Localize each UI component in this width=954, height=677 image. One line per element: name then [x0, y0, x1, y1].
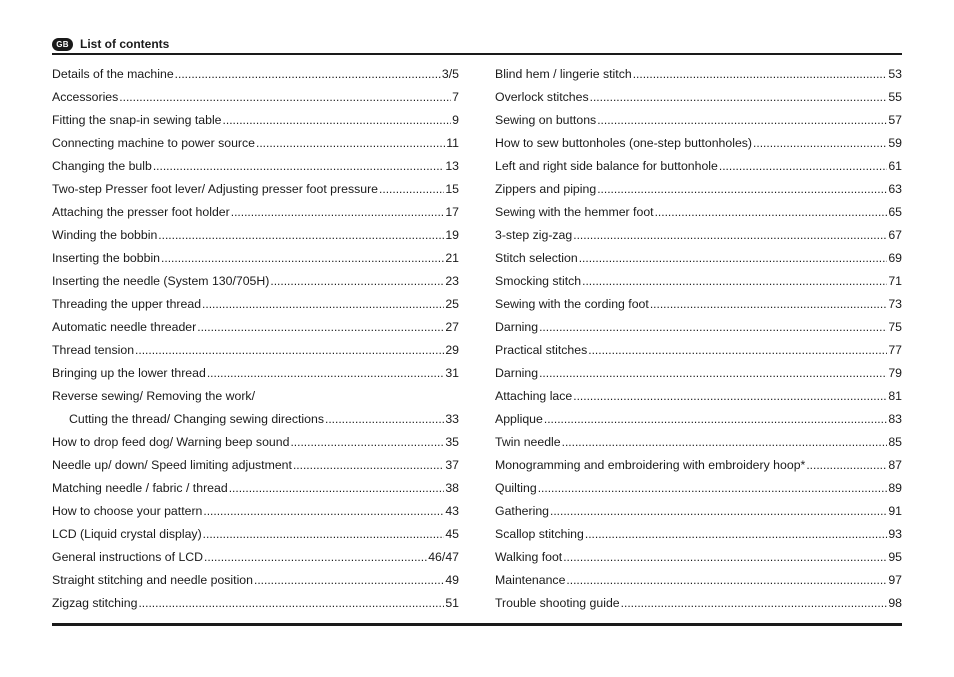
dot-leader — [202, 297, 444, 311]
dot-leader — [223, 113, 452, 127]
dot-leader — [650, 297, 888, 311]
toc-entry-page: 51 — [445, 595, 459, 610]
toc-entry — [495, 476, 902, 499]
toc-entry-title: Two-step Presser foot lever/ Adjusting presser foot pressure — [52, 181, 379, 196]
toc-entry — [52, 131, 459, 154]
toc-left-column — [52, 62, 459, 614]
toc-entry-title: Zippers and piping — [495, 181, 597, 196]
toc-entry — [52, 407, 459, 430]
toc-entry-page: 87 — [888, 457, 902, 472]
toc-entry — [52, 384, 459, 407]
toc-entry-title: Thread tension — [52, 342, 135, 357]
toc-entry-page: 17 — [445, 204, 459, 219]
dot-leader — [590, 90, 888, 104]
dot-leader — [539, 366, 887, 380]
toc-entry-title: Bringing up the lower thread — [52, 365, 206, 380]
toc-entry — [495, 384, 902, 407]
toc-entry-title: How to choose your pattern — [52, 503, 203, 518]
toc-entry-page: 3/5 — [441, 66, 459, 81]
toc-entry — [495, 568, 902, 591]
toc-entry — [52, 476, 459, 499]
toc-entry-page: 15 — [445, 181, 459, 196]
toc-entry-title: Inserting the needle (System 130/705H) — [52, 273, 270, 288]
toc-entry — [495, 591, 902, 614]
toc-entry-title: Gathering — [495, 503, 550, 518]
toc-entry-page: 71 — [888, 273, 902, 288]
dot-leader — [544, 412, 887, 426]
toc-entry-page: 63 — [888, 181, 902, 196]
dot-leader — [573, 228, 887, 242]
toc-entry — [52, 568, 459, 591]
toc-entry — [52, 269, 459, 292]
toc-entry-title: Attaching the presser foot holder — [52, 204, 230, 219]
toc-entry-title: Blind hem / lingerie stitch — [495, 66, 632, 81]
dot-leader — [119, 90, 451, 104]
toc-entry-title: Darning — [495, 365, 539, 380]
toc-entry — [52, 453, 459, 476]
dot-leader — [597, 182, 887, 196]
toc-entry-page: 46/47 — [428, 549, 459, 564]
toc-entry-title: Accessories — [52, 89, 119, 104]
toc-entry-page: 35 — [445, 434, 459, 449]
toc-entry-title: Fitting the snap-in sewing table — [52, 112, 222, 127]
toc-entry-title: Smocking stitch — [495, 273, 582, 288]
toc-entry — [495, 338, 902, 361]
toc-entry-title: Straight stitching and needle position — [52, 572, 253, 587]
toc-entry — [495, 131, 902, 154]
dot-leader — [203, 504, 444, 518]
toc-entry — [495, 269, 902, 292]
toc-entry-title: Sewing on buttons — [495, 112, 597, 127]
toc-entry — [52, 177, 459, 200]
dot-leader — [753, 136, 887, 150]
dot-leader — [579, 251, 888, 265]
dot-leader — [231, 205, 445, 219]
dot-leader — [254, 573, 444, 587]
dot-leader — [204, 550, 427, 564]
toc-entry-title: Reverse sewing/ Removing the work/ — [52, 388, 255, 403]
toc-entry-title: Quilting — [495, 480, 537, 495]
dot-leader — [256, 136, 445, 150]
dot-leader — [161, 251, 444, 265]
toc-entry — [495, 246, 902, 269]
toc-entry — [52, 246, 459, 269]
toc-entry-title: Matching needle / fabric / thread — [52, 480, 228, 495]
toc-entry-title: Needle up/ down/ Speed limiting adjustment — [52, 457, 292, 472]
toc-entry-page: 85 — [888, 434, 902, 449]
toc-entry — [495, 315, 902, 338]
toc-entry-page: 65 — [888, 204, 902, 219]
toc-entry — [52, 499, 459, 522]
dot-leader — [538, 481, 888, 495]
toc-entry-page: 89 — [888, 480, 902, 495]
dot-leader — [566, 573, 887, 587]
toc-entry-title: Cutting the thread/ Changing sewing directions — [69, 411, 324, 426]
toc-entry-page: 69 — [888, 250, 902, 265]
dot-leader — [582, 274, 887, 288]
toc-entry-page: 75 — [888, 319, 902, 334]
toc-entry-title: Automatic needle threader — [52, 319, 197, 334]
toc-entry — [52, 154, 459, 177]
toc-entry-page: 95 — [888, 549, 902, 564]
toc-entry-title: Sewing with the cording foot — [495, 296, 649, 311]
toc-entry — [52, 361, 459, 384]
dot-leader — [153, 159, 444, 173]
toc-entry-page: 13 — [445, 158, 459, 173]
toc-entry — [495, 522, 902, 545]
toc-entry-title: Threading the upper thread — [52, 296, 202, 311]
toc-entry-page: 25 — [445, 296, 459, 311]
toc-entry-page: 55 — [888, 89, 902, 104]
toc-entry-page: 93 — [888, 526, 902, 541]
toc-entry-page: 29 — [445, 342, 459, 357]
toc-entry-page: 83 — [888, 411, 902, 426]
toc-entry — [52, 108, 459, 131]
toc-entry-title: Connecting machine to power source — [52, 135, 256, 150]
toc-entry-page: 27 — [445, 319, 459, 334]
toc-entry-title: General instructions of LCD — [52, 549, 204, 564]
toc-entry — [495, 177, 902, 200]
dot-leader — [633, 67, 888, 81]
toc-entry-title: Winding the bobbin — [52, 227, 158, 242]
toc-entry — [52, 430, 459, 453]
dot-leader — [719, 159, 887, 173]
toc-entry-title: Changing the bulb — [52, 158, 152, 173]
dot-leader — [562, 435, 888, 449]
dot-leader — [588, 343, 887, 357]
dot-leader — [270, 274, 444, 288]
dot-leader — [379, 182, 444, 196]
toc-entry-title: 3-step zig-zag — [495, 227, 573, 242]
toc-entry-title: Details of the machine — [52, 66, 174, 81]
toc-entry-page: 61 — [888, 158, 902, 173]
toc-entry-title: Trouble shooting guide — [495, 595, 620, 610]
toc-entry-title: Practical stitches — [495, 342, 588, 357]
toc-entry-title: Walking foot — [495, 549, 563, 564]
toc-entry-page: 77 — [888, 342, 902, 357]
toc-entry — [495, 430, 902, 453]
toc-entry — [52, 545, 459, 568]
toc-entry-page: 37 — [445, 457, 459, 472]
toc-entry-title: Attaching lace — [495, 388, 573, 403]
toc-entry — [52, 315, 459, 338]
toc-entry-page: 98 — [888, 595, 902, 610]
toc-entry-title: How to sew buttonholes (one-step buttonholes) — [495, 135, 753, 150]
toc-entry-title: Left and right side balance for buttonhole — [495, 158, 718, 173]
toc-entry-page: 81 — [888, 388, 902, 403]
toc-entry — [495, 62, 902, 85]
toc-entry-page: 97 — [888, 572, 902, 587]
toc-entry — [52, 85, 459, 108]
toc-entry — [495, 108, 902, 131]
toc-entry-title: Sewing with the hemmer foot — [495, 204, 654, 219]
toc-entry-page: 49 — [445, 572, 459, 587]
toc-entry-title: Overlock stitches — [495, 89, 589, 104]
toc-entry — [495, 407, 902, 430]
page-header — [52, 36, 902, 52]
dot-leader — [325, 412, 444, 426]
toc-entry-page: 21 — [445, 250, 459, 265]
toc-entry-page: 7 — [452, 89, 459, 104]
dot-leader — [550, 504, 887, 518]
toc-entry — [52, 62, 459, 85]
header-divider — [52, 53, 902, 55]
toc-entry — [52, 223, 459, 246]
toc-entry — [495, 453, 902, 476]
toc-entry-title: Zigzag stitching — [52, 595, 138, 610]
toc-entry — [495, 545, 902, 568]
toc-entry — [495, 223, 902, 246]
toc-entry — [495, 154, 902, 177]
toc-entry-title: LCD (Liquid crystal display) — [52, 526, 202, 541]
toc-entry-title: Monogramming and embroidering with embroidery hoop* — [495, 457, 806, 472]
dot-leader — [207, 366, 445, 380]
toc-entry-page: 43 — [445, 503, 459, 518]
toc-entry-page: 33 — [445, 411, 459, 426]
toc-entry-title: Inserting the bobbin — [52, 250, 161, 265]
toc-entry — [495, 292, 902, 315]
toc-entry-page: 45 — [445, 526, 459, 541]
toc-entry — [52, 338, 459, 361]
toc-entry — [52, 522, 459, 545]
toc-entry-title: Twin needle — [495, 434, 561, 449]
toc-entry-page: 11 — [446, 135, 459, 150]
toc-entry-page: 23 — [445, 273, 459, 288]
dot-leader — [175, 67, 441, 81]
toc-entry-title: Applique — [495, 411, 543, 426]
dot-leader — [573, 389, 887, 403]
toc-entry-page: 79 — [888, 365, 902, 380]
toc-entry-title: Scallop stitching — [495, 526, 584, 541]
toc-entry-page: 73 — [888, 296, 902, 311]
toc-entry-page: 19 — [445, 227, 459, 242]
dot-leader — [229, 481, 445, 495]
toc-entry-page: 67 — [888, 227, 902, 242]
dot-leader — [203, 527, 445, 541]
dot-leader — [290, 435, 444, 449]
dot-leader — [563, 550, 887, 564]
dot-leader — [621, 596, 888, 610]
dot-leader — [539, 320, 887, 334]
dot-leader — [806, 458, 887, 472]
dot-leader — [135, 343, 444, 357]
toc-entry-title: Stitch selection — [495, 250, 578, 265]
toc-entry-page: 57 — [888, 112, 902, 127]
toc-entry — [52, 292, 459, 315]
toc-entry-title: Darning — [495, 319, 539, 334]
dot-leader — [293, 458, 444, 472]
toc-entry-title: How to drop feed dog/ Warning beep sound — [52, 434, 290, 449]
toc-entry — [495, 200, 902, 223]
toc-entry-page: 91 — [888, 503, 902, 518]
toc-entry — [495, 85, 902, 108]
dot-leader — [138, 596, 444, 610]
toc-entry-page: 38 — [445, 480, 459, 495]
toc-entry — [52, 591, 459, 614]
language-badge: GB — [52, 38, 73, 51]
page-title: List of contents — [80, 37, 170, 51]
toc-entry-page: 9 — [452, 112, 459, 127]
dot-leader — [585, 527, 887, 541]
toc-entry-title: Maintenance — [495, 572, 566, 587]
toc-entry-page: 31 — [445, 365, 459, 380]
toc-right-column — [495, 62, 902, 614]
toc-entry-page: 53 — [888, 66, 902, 81]
toc-entry-page: 59 — [888, 135, 902, 150]
dot-leader — [597, 113, 887, 127]
dot-leader — [655, 205, 888, 219]
dot-leader — [158, 228, 444, 242]
toc-entry — [52, 200, 459, 223]
toc-entry — [495, 499, 902, 522]
footer-divider — [52, 623, 902, 626]
toc-entry — [495, 361, 902, 384]
dot-leader — [197, 320, 444, 334]
